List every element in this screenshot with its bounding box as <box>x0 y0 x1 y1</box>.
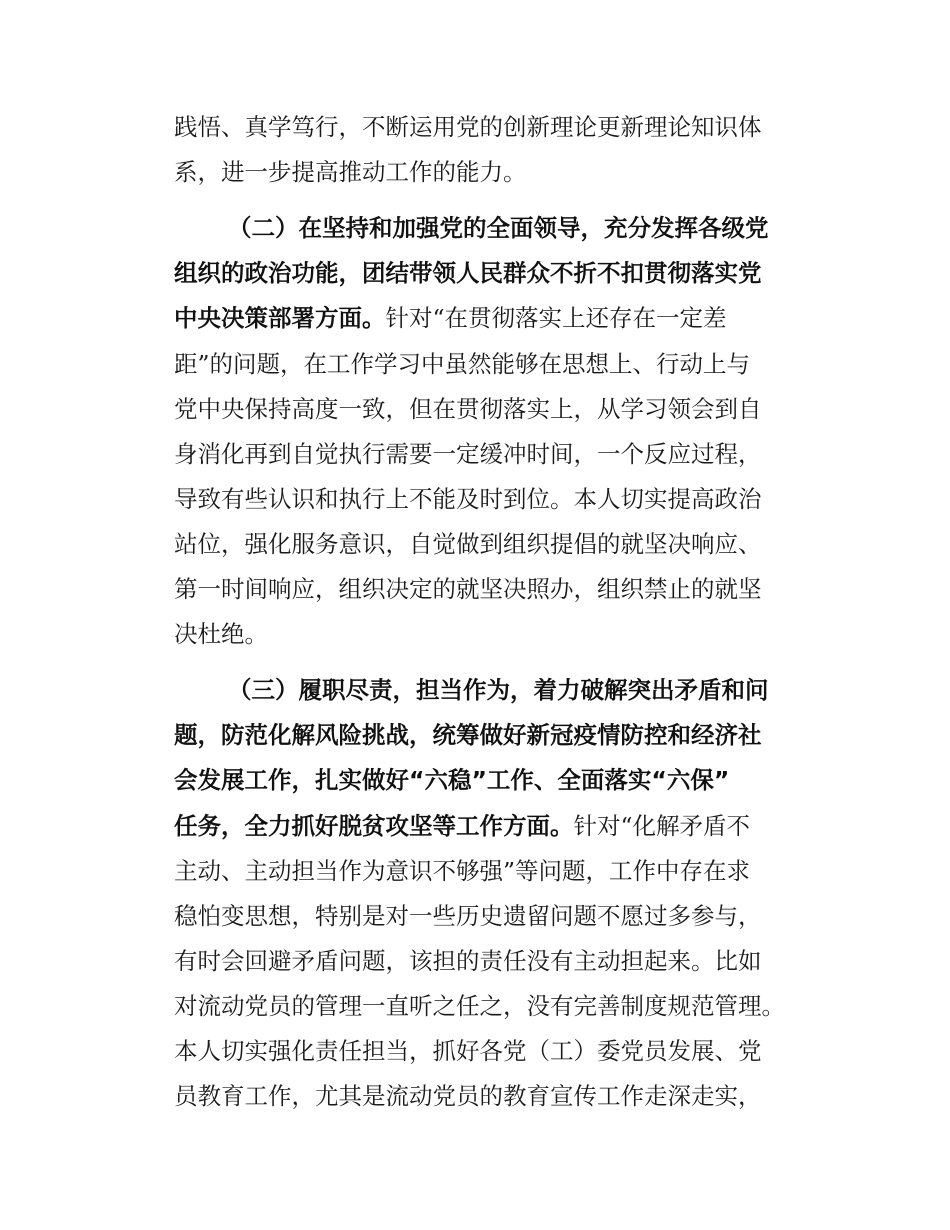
text-run: 党中央保持高度一致，但在贯彻落实上，从学习领会到自 <box>174 395 762 423</box>
text-line <box>174 107 762 147</box>
text-run: 站位，强化服务意识，自觉做到组织提倡的就坚决响应、 <box>174 530 762 558</box>
text-line <box>174 344 750 384</box>
text-run: 稳怕变思想，特别是对一些历史遗留问题不愿过多参与， <box>174 902 762 930</box>
heading-text: （三）履职尽责，担当作为，着力破解突出矛盾和问 <box>228 676 769 704</box>
text-line <box>174 941 762 981</box>
heading-text: 会发展工作，扎实做好“六稳”工作、全面落实“六保” <box>174 766 730 794</box>
text-run: 针对“化解矛盾不 <box>573 812 751 840</box>
text-run: 身消化再到自觉执行需要一定缓冲时间，一个反应过程， <box>174 440 762 468</box>
section-heading-2 <box>228 208 769 248</box>
text-run: 系，进一步提高推动工作的能力。 <box>174 158 527 186</box>
section-heading-3-line <box>174 760 729 800</box>
text-line <box>174 569 762 609</box>
text-line <box>174 524 762 564</box>
section-heading-2-line <box>174 253 762 293</box>
heading-text: （二）在坚持和加强党的全面领导，充分发挥各级党 <box>228 214 769 242</box>
heading-text: 任务，全力抓好脱贫攻坚等工作方面。 <box>174 812 574 840</box>
text-line <box>174 806 750 846</box>
section-heading-3 <box>228 670 769 710</box>
text-run: 主动、主动担当作为意识不够强”等问题，工作中存在求 <box>174 857 751 885</box>
text-run: 践悟、真学笃行，不断运用党的创新理论更新理论知识体 <box>174 113 762 141</box>
text-line <box>174 1031 762 1071</box>
text-run: 对流动党员的管理一直听之任之，没有完善制度规范管理。 <box>174 992 785 1020</box>
text-run: 针对“在贯彻落实上还存在一定差 <box>385 304 727 332</box>
heading-text: 组织的政治功能，团结带领人民群众不折不扣贯彻落实党 <box>174 259 762 287</box>
text-run: 决杜绝。 <box>174 620 268 648</box>
section-heading-3-line <box>174 715 762 755</box>
text-line <box>174 1076 762 1116</box>
text-run: 导致有些认识和执行上不能及时到位。本人切实提高政治 <box>174 485 762 513</box>
text-line <box>174 614 268 654</box>
text-line <box>174 896 762 936</box>
text-line <box>174 434 762 474</box>
text-run: 距”的问题，在工作学习中虽然能够在思想上、行动上与 <box>174 350 751 378</box>
heading-text: 题，防范化解风险挑战，统筹做好新冠疫情防控和经济社 <box>174 721 762 749</box>
heading-text: 中央决策部署方面。 <box>174 304 386 332</box>
text-line <box>174 298 727 338</box>
text-run: 本人切实强化责任担当，抓好各党（工）委党员发展、党 <box>174 1037 762 1065</box>
text-line <box>174 152 527 192</box>
text-line <box>174 389 762 429</box>
text-run: 员教育工作，尤其是流动党员的教育宣传工作走深走实， <box>174 1082 762 1110</box>
text-line <box>174 479 762 519</box>
text-run: 第一时间响应，组织决定的就坚决照办，组织禁止的就坚 <box>174 575 762 603</box>
text-line <box>174 851 750 891</box>
text-line <box>174 986 785 1026</box>
text-run: 有时会回避矛盾问题，该担的责任没有主动担起来。比如 <box>174 947 762 975</box>
